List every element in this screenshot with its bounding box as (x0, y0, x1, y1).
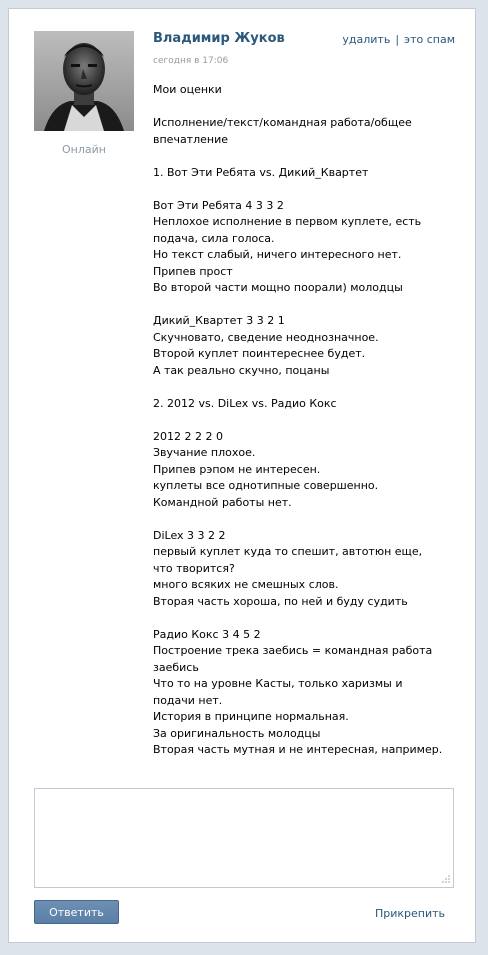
author-name[interactable]: Владимир Жуков (153, 31, 285, 46)
message-line: Припев прост (153, 264, 233, 278)
post-actions (342, 33, 455, 46)
resize-grip-icon[interactable] (441, 874, 451, 884)
message-line: Дикий_Квартет 3 3 2 1 (153, 314, 285, 327)
message-line: 1. Вот Эти Ребята vs. Дикий_Квартет (153, 165, 369, 179)
message-line: История в принципе нормальная. (153, 710, 349, 723)
message-line: Во второй части мощно поорали) молодцы (153, 281, 403, 294)
message-line (153, 181, 443, 198)
spam-link[interactable]: это спам (404, 33, 455, 46)
reply-textarea[interactable] (34, 788, 454, 888)
actions-separator: | (395, 33, 400, 46)
message-line: много всяких не смешных слов. (153, 578, 339, 591)
post-container (8, 8, 476, 943)
message-line (153, 148, 443, 165)
delete-link[interactable]: удалить (342, 33, 391, 46)
message-line (153, 511, 443, 528)
message-line: Вторая часть хороша, по ней и буду судить (153, 594, 408, 608)
message-line: Что то на уровне Касты, только харизмы и подачи нет. (153, 677, 403, 707)
message-line: Неплохое исполнение в первом куплете, есть подача, сила голоса. (153, 215, 422, 245)
message-line (153, 610, 443, 627)
avatar-photo (34, 31, 134, 131)
message-line: Исполнение/текст/командная работа/общее впечатление (153, 116, 412, 146)
message-line: куплеты все однотипные совершенно. (153, 479, 379, 492)
message-line: Построение трека заебись = командная работа заебись (153, 644, 433, 674)
message-line: первый куплет куда то спешит, автотюн еще, что творится? (153, 545, 423, 575)
online-status: Онлайн (62, 143, 106, 156)
message-line: Второй куплет поинтереснее будет. (153, 347, 366, 360)
message-line: Вот Эти Ребята 4 3 3 2 (153, 198, 284, 212)
message-line (153, 412, 443, 429)
message-body (153, 82, 443, 759)
message-line: 2. 2012 vs. DiLex vs. Радио Кокс (153, 396, 337, 410)
attach-link[interactable]: Прикрепить (374, 907, 445, 920)
reply-button[interactable]: Ответить (34, 900, 119, 924)
message-line: Мои оценки (153, 83, 222, 96)
message-line: Звучание плохое. (153, 446, 256, 459)
message-line: Но текст слабый, ничего интересного нет. (153, 248, 402, 261)
message-line: Радио Кокс 3 4 5 2 (153, 627, 261, 641)
message-line: Командной работы нет. (153, 495, 292, 509)
message-line (153, 297, 443, 314)
post-timestamp: сегодня в 17:06 (153, 56, 229, 66)
message-line: Вторая часть мутная и не интересная, например. (153, 743, 443, 756)
message-line (153, 379, 443, 396)
message-line (153, 99, 443, 116)
message-line: DiLex 3 3 2 2 (153, 528, 226, 542)
message-line: 2012 2 2 2 0 (153, 429, 223, 443)
avatar[interactable] (34, 31, 134, 131)
message-line: А так реально скучно, поцаны (153, 363, 330, 377)
message-line: Припев рэпом не интересен. (153, 462, 321, 476)
message-line: Скучновато, сведение неоднозначное. (153, 330, 379, 344)
message-line: За оригинальность молодцы (153, 726, 321, 740)
